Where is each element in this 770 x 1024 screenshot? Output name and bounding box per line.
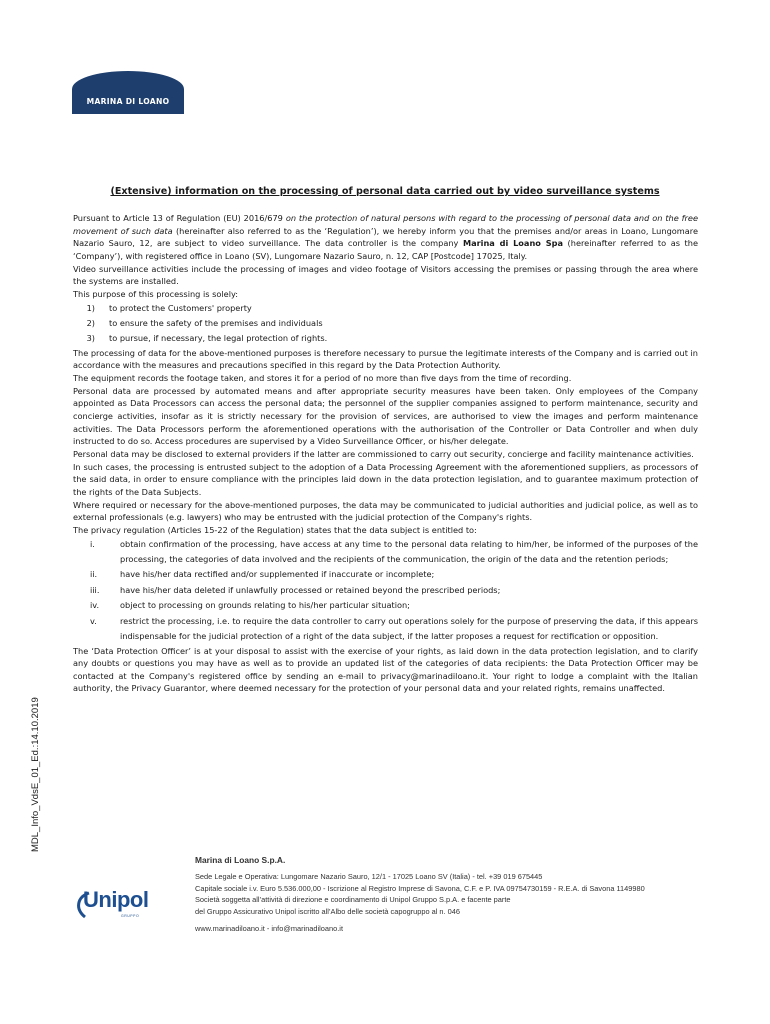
unipol-logo [73, 883, 153, 923]
list-number: v. [90, 615, 97, 626]
paragraph-legitimate-interest: The processing of data for the above-mentioned purposes is therefore necessary to pursue the legitimate interests of the Company and is carried out in accordance with the measures and precautions specified in this regard by the Data Protection Authority. [73, 347, 698, 371]
paragraph-disclosure: Personal data may be disclosed to external providers if the latter are commissioned to carry out security, concierge and facility maintenance activities. [73, 449, 694, 460]
intro-text-3: (hereinafter referred to as the ‘Company’), with registered office in Loano (SV), Lungomare Nazario Sauro, n. 12, CAP [Postcode] 17025, Italy. [73, 238, 698, 261]
logo-text: MARINA DI LOANO [86, 97, 170, 106]
paragraph-dpo: The ‘Data Protection Officer’ is at your disposal to assist with the exercise of your rights, as laid down in the data protection legislation, and to clarify any doubts or questions you may have as well as to provide an updated list of the categories of data recipients: the Data Protection Officer may be contacted at the Company's registered office by sending an e-mail to privacy@marinadiloano.it. Your right to lodge a complaint with the Italian authority, the Privacy Guarantor, where deemed necessary for the protection of your personal data and your related rights, remains unaffected. [73, 645, 698, 694]
unipol-group-label: GRUPPO [121, 914, 140, 918]
footer-line: Società soggetta all’attività di direzione e coordinamento di Unipol Gruppo S.p.A. e facente parte [195, 895, 511, 904]
paragraph-processing-agreement: In such cases, the processing is entrusted subject to the adoption of a Data Processing Agreement with the aforementioned suppliers, as processors of the said data, in order to ensure compliance with the principles laid down in the data protection legislation, and to guarantee maximum protection of the rights of the Data Subjects. [73, 461, 698, 498]
list-item [73, 316, 698, 331]
intro-paragraph [73, 212, 698, 263]
footer-line: Capitale sociale i.v. Euro 5.536.000,00 - Iscrizione al Registro Imprese di Savona, C.F. e P. IVA 09754730159 - R.E.A. di Savona 1149980 [195, 883, 645, 893]
list-item [73, 331, 698, 346]
list-item [73, 567, 698, 582]
list-item [73, 537, 698, 568]
rights-list [73, 537, 698, 645]
list-text: to pursue, if necessary, the legal protection of rights. [109, 333, 328, 344]
list-number: iii. [90, 584, 100, 595]
footer-legal-info [195, 871, 645, 917]
paragraph-retention: The equipment records the footage taken, and stores it for a period of no more than five days from the time of recording. [73, 373, 572, 384]
list-number: 2) [86, 318, 95, 328]
list-number: i. [90, 538, 95, 549]
list-text: to ensure the safety of the premises and individuals [109, 318, 323, 328]
list-text: object to processing on grounds relating to his/her particular situation; [120, 600, 410, 611]
footer-company-name: Marina di Loano S.p.A. [195, 855, 286, 865]
footer-line: del Gruppo Assicurativo Unipol iscritto all’Albo delle società capogruppo al n. 046 [195, 906, 460, 916]
footer-line: Sede Legale e Operativa: Lungomare Nazario Sauro, 12/1 - 17025 Loano SV (Italia) - tel. +39 019 675445 [195, 872, 543, 881]
paragraph-processing-means: Personal data are processed by automated means and after appropriate security measures have been taken. Only employees of the Company appointed as Data Processors can access the personal data; the personnel of the supplier companies assigned to perform maintenance, security and concierge activities, insofar as it is strictly necessary for the provision of services, are authorised to view the images and perform maintenance activities. The Data Processors perform the aforementioned operations with the authorisation of the Controller or Data Controller and when duly instructed to do so. Access procedures are supervised by a Video Surveillance Officer, or his/her delegate. [73, 385, 698, 447]
list-text: restrict the processing, i.e. to require the data controller to carry out operations solely for the purpose of preserving the data, if this appears indispensable for the judicial protection of a right of the data subject, if the latter proposes a request for rectification or opposition. [120, 615, 698, 642]
intro-text-2: (hereinafter also referred to as the ‘Regulation’), we hereby inform you that the premises and/or areas in Loano, Lungomare Nazario Sauro, 12, are subject to video surveillance. The data controller is the company [73, 225, 698, 249]
marina-di-loano-logo [72, 71, 184, 114]
document-code: MDL_Info_VdsE_01_Ed.:14.10.2019 [30, 697, 41, 852]
purposes-list [73, 301, 698, 347]
list-item [73, 598, 698, 613]
list-item [73, 301, 698, 316]
unipol-wordmark: Unipol [83, 887, 149, 912]
list-number: iv. [90, 600, 100, 611]
paragraph-video-surveillance: Video surveillance activities include the processing of images and video footage of Visitors accessing the premises or passing through the area where the systems are installed. [73, 263, 698, 287]
list-item [73, 583, 698, 598]
intro-company-name: Marina di Loano Spa [462, 238, 563, 249]
list-text: obtain confirmation of the processing, have access at any time to the personal data relating to him/her, be informed of the purposes of the processing, the categories of data involved and the recipients of the communication, the origin of the data and the retention periods; [120, 538, 698, 565]
list-number: 1) [86, 302, 95, 313]
intro-text-1: Pursuant to Article 13 of Regulation (EU) 2016/679 [73, 213, 286, 223]
paragraph-communication: Where required or necessary for the above-mentioned purposes, the data may be communicated to judicial authorities and judicial police, as well as to external professionals (e.g. lawyers) who may be entrusted with the judicial protection of the Company's rights. [73, 499, 698, 523]
list-text: have his/her data rectified and/or supplemented if inaccurate or incomplete; [120, 569, 435, 580]
list-item [73, 614, 698, 645]
paragraph-rights-intro: The privacy regulation (Articles 15-22 of the Regulation) states that the data subject is entitled to: [73, 525, 477, 535]
list-text: to protect the Customers' property [109, 302, 252, 313]
intro-italic: on the protection of natural persons with regard to the processing of personal data and on the free movement of such data [73, 213, 698, 236]
list-text: have his/her data deleted if unlawfully processed or retained beyond the prescribed periods; [120, 584, 501, 595]
footer-web-contacts: www.marinadiloano.it - info@marinadiloano.it [195, 924, 343, 933]
list-number: ii. [90, 569, 98, 580]
list-number: 3) [86, 333, 95, 344]
document-body [73, 212, 698, 695]
paragraph-purpose: This purpose of this processing is solely: [73, 288, 238, 299]
document-title: (Extensive) information on the processing of personal data carried out by video surveillance systems [110, 186, 660, 197]
